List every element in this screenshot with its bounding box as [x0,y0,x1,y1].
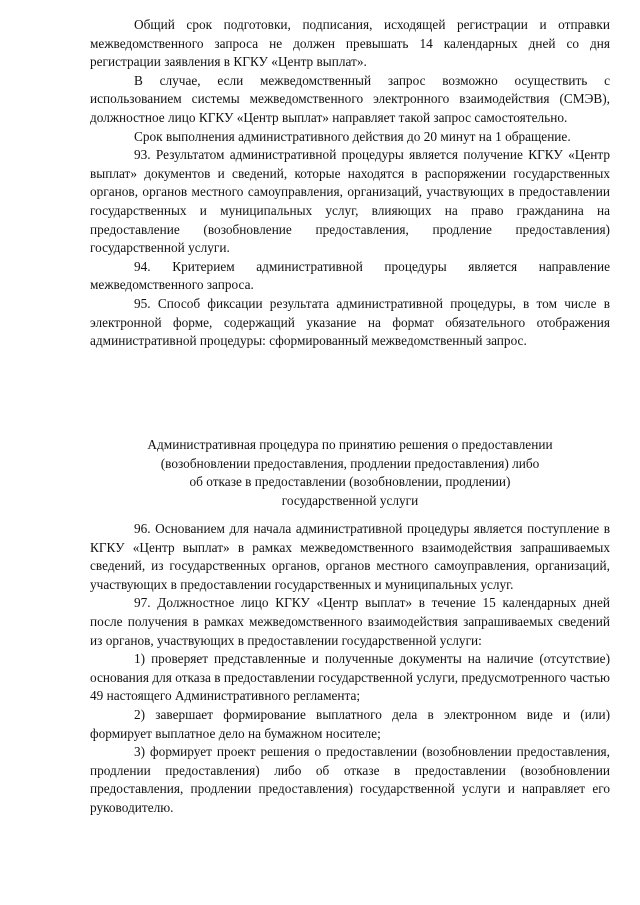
paragraph-smev: В случае, если межведомственный запрос возможно осуществить с использованием системы межведомственного электронного взаимодействия (СМЭВ), должностное лицо КГКУ «Центр выплат» направляет такой запрос самостоятельно. [90,72,610,125]
list-item-1: 1) проверяет представленные и полученные документы на наличие (отсутствие) основания для отказа в предоставлении государственной услуги, предусмотренного частью 49 настоящего Административного регламента; [90,651,610,704]
heading-line: (возобновлении предоставления, продлении предоставления) либо [160,455,540,471]
section-heading [90,436,610,510]
paragraph-93: 93. Результатом административной процедуры является получение КГКУ «Центр выплат» документов и сведений, которые находятся в распоряжении государственных органов, органов местного самоуправления, организаций, участвующих в предоставлении государственных и муниципальных услуг, влияющих на право гражданина на предоставление (возобновление предоставления, продление предоставления) государственной услуги. [90,147,610,256]
heading-line: Административная процедура по принятию решения о предоставлении [147,437,553,452]
paragraph-total-term: Общий срок подготовки, подписания, исходящей регистрации и отправки межведомственного запроса не должен превышать 14 календарных дней со дня регистрации заявления в КГКУ «Центр выплат». [90,17,610,70]
paragraph-95: 95. Способ фиксации результата административной процедуры, в том числе в электронной форме, содержащий указание на формат обязательного отображения административной процедуры: сформированный межведомственный запрос. [90,295,610,349]
section-after-heading [90,520,610,818]
paragraph-94: 94. Критерием административной процедуры является направление межведомственного запроса. [90,258,610,293]
heading-line: об отказе в предоставлении (возобновлении, продлении) [189,474,511,490]
heading-line: государственной услуги [281,492,419,508]
paragraph-action-term: Срок выполнения административного действия до 20 минут на 1 обращение. [134,128,571,144]
section-before-heading [90,16,610,351]
paragraph-97: 97. Должностное лицо КГКУ «Центр выплат» в течение 15 календарных дней после получения в рамках межведомственного взаимодействия запрашиваемых сведений из органов, участвующих в предоставлении государственной услуги: [90,595,610,648]
list-item-2: 2) завершает формирование выплатного дела в электронном виде и (или) формирует выплатное дело на бумажном носителе; [90,706,610,741]
list-item-3: 3) формирует проект решения о предоставлении (возобновлении предоставления, продлении предоставления) либо об отказе в предоставлении (возобновлении предоставления, продлении предоставления) государственной услуги и направляет его руководителю. [90,744,610,815]
paragraph-96: 96. Основанием для начала административной процедуры является поступление в КГКУ «Центр выплат» в рамках межведомственного взаимодействия запрашиваемых сведений, из государственных органов, органов местного самоуправления, организаций, участвующих в предоставлении государственных и муниципальных услуг. [90,521,610,592]
